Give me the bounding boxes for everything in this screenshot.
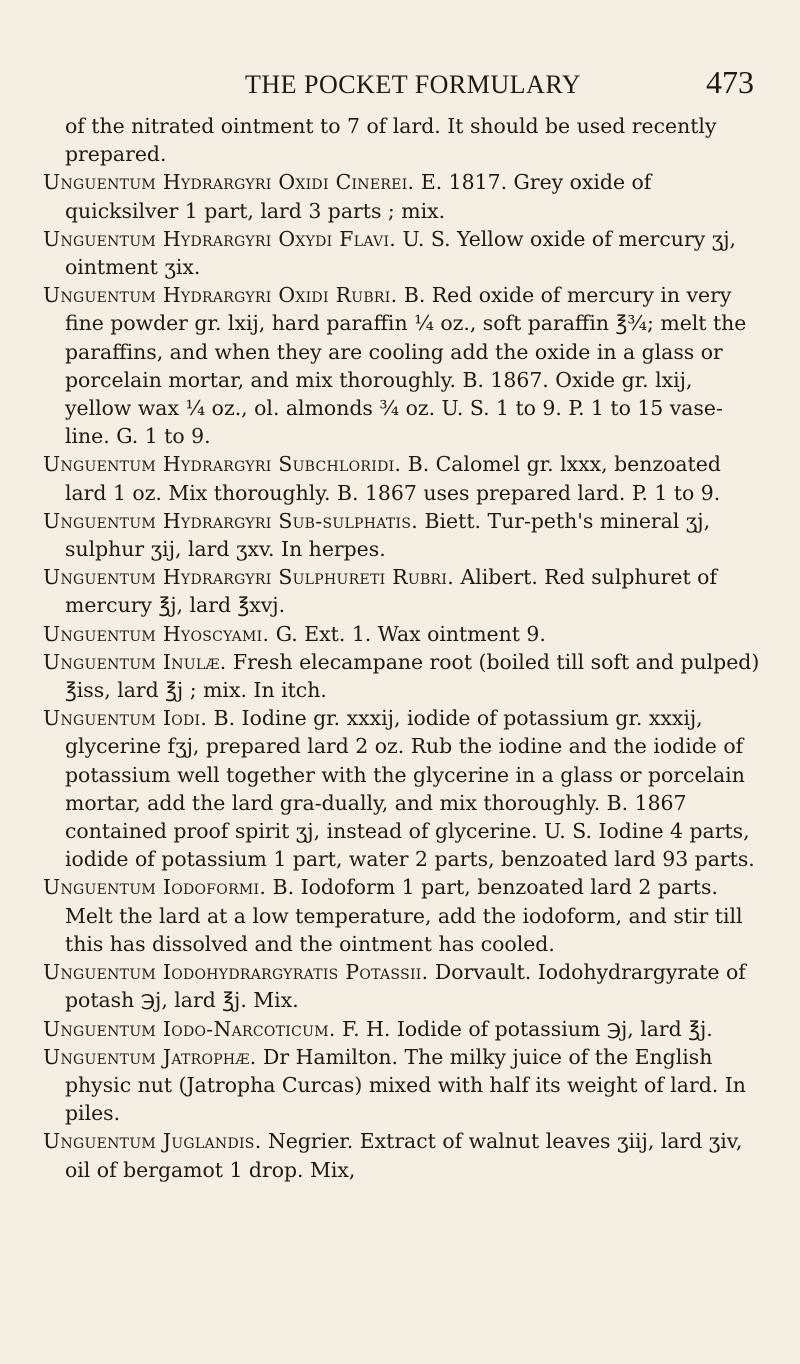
entry-text: Fresh elecampane root (boiled till soft and pulped) ℥iss, lard ℥j ; mix. In itch. xyxy=(65,649,760,703)
formulary-entry xyxy=(43,563,763,619)
formulary-entry xyxy=(43,1127,763,1183)
formulary-entry xyxy=(43,1043,763,1128)
entry-text: B. Iodoform 1 part, benzoated lard 2 parts. Melt the lard at a low temperature, add the iodoform, and stir till this has dissolved and the ointment has cooled. xyxy=(65,875,743,956)
formulary-text xyxy=(43,112,763,1184)
entry-text: G. Ext. 1. Wax ointment 9. xyxy=(275,621,546,646)
formulary-entry xyxy=(43,507,763,563)
formulary-entry xyxy=(43,112,763,168)
formulary-entry xyxy=(43,958,763,1014)
page-number: 473 xyxy=(706,64,754,100)
entry-heading: Unguentum Hyoscyami. xyxy=(43,621,270,646)
entry-text: E. 1817. Grey oxide of quicksilver 1 part, lard 3 parts ; mix. xyxy=(65,170,652,223)
formulary-entry xyxy=(43,450,763,506)
entry-text: Dr Hamilton. The milky juice of the English physic nut (Jatropha Curcas) mixed with half its weight of lard. In piles. xyxy=(65,1044,746,1126)
formulary-entry xyxy=(43,281,763,450)
entry-text: B. Iodine gr. xxxij, iodide of potassium gr. xxxij, glycerine fʒj, prepared lard 2 oz. Rub the iodine and the iodide of potassium well together with the glycerine in a glass or porcelain mortar, add the lard gra-dually, and mix thoroughly. B. 1867 contained proof spirit ʒj, instead of glycerine. U. S. Iodine 4 parts, iodide of potassium 1 part, water 2 parts, benzoated lard 93 parts. xyxy=(65,706,755,872)
formulary-entry xyxy=(43,873,763,958)
formulary-entry xyxy=(43,620,763,648)
formulary-entry xyxy=(43,704,763,873)
entry-text: Alibert. Red sulphuret of mercury ℥j, lard ℥xvj. xyxy=(65,565,717,618)
formulary-entry xyxy=(43,225,763,281)
formulary-entry xyxy=(43,168,763,224)
entry-heading: Unguentum Iodoformi. xyxy=(43,875,267,900)
entry-heading: Unguentum Jatrophæ. xyxy=(43,1044,257,1069)
entry-text: F. H. Iodide of potassium ℈j, lard ℥j. xyxy=(342,1016,713,1041)
entry-heading: Unguentum Hydrargyri Sub-sulphatis. xyxy=(43,508,419,533)
running-head xyxy=(0,62,800,102)
entry-heading: Unguentum Hydrargyri Oxydi Flavi. xyxy=(43,226,397,251)
entry-heading: Unguentum Iodohydrargyratis Potassii. xyxy=(43,960,429,985)
running-title: THE POCKET FORMULARY xyxy=(245,70,582,99)
entry-text: of the nitrated ointment to 7 of lard. It should be used recently prepared. xyxy=(65,114,717,167)
entry-heading: Unguentum Inulæ. xyxy=(43,649,227,674)
entry-text: Biett. Tur-peth's mineral ʒj, sulphur ʒij, lard ʒxv. In herpes. xyxy=(65,508,711,562)
entry-text: B. Calomel gr. lxxx, benzoated lard 1 oz. Mix thoroughly. B. 1867 uses prepared lard. P. 1 to 9. xyxy=(65,452,721,505)
entry-heading: Unguentum Hydrargyri Sulphureti Rubri. xyxy=(43,565,455,590)
entry-heading: Unguentum Hydrargyri Subchloridi. xyxy=(43,452,402,477)
entry-heading: Unguentum Hydrargyri Oxidi Rubri. xyxy=(43,283,398,308)
entry-heading: Unguentum Iodi. xyxy=(43,706,208,731)
formulary-entry xyxy=(43,1015,763,1043)
entry-heading: Unguentum Hydrargyri Oxidi Cinerei. xyxy=(43,170,415,195)
entry-text: Negrier. Extract of walnut leaves ʒiij, lard ʒiv, oil of bergamot 1 drop. Mix, xyxy=(65,1129,743,1182)
entry-heading: Unguentum Juglandis. xyxy=(43,1129,262,1154)
entry-text: Dorvault. Iodohydrargyrate of potash ℈j, lard ℥j. Mix. xyxy=(65,960,746,1013)
entry-text: B. Red oxide of mercury in very fine powder gr. lxij, hard paraffin ¼ oz., soft paraffin ℥¾; melt the paraffins, and when they are cooling add the oxide in a glass or porcelain mortar, and mix thoroughly. B. 1867. Oxide gr. lxij, yellow wax ¼ oz., ol. almonds ¾ oz. U. S. 1 to 9. P. 1 to 15 vase-line. G. 1 to 9. xyxy=(65,283,747,449)
entry-heading: Unguentum Iodo-Narcoticum. xyxy=(43,1016,336,1041)
formulary-entry xyxy=(43,648,763,704)
entry-text: U. S. Yellow oxide of mercury ʒj, ointment ʒix. xyxy=(65,226,737,280)
